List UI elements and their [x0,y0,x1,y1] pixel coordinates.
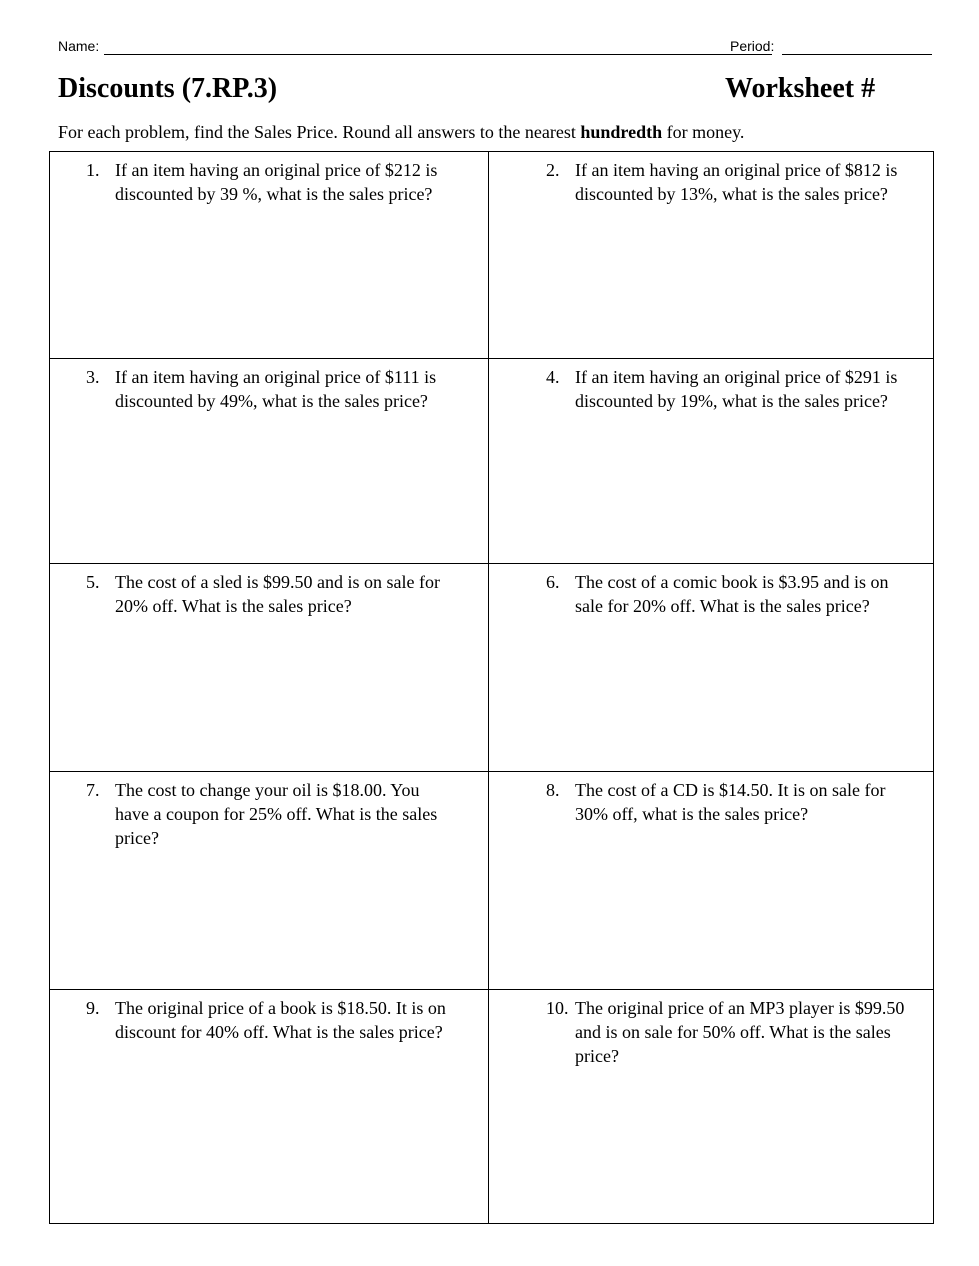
problem-cell-5[interactable] [50,564,489,772]
problem-cell-3[interactable] [50,359,489,564]
period-label: Period: [730,38,775,54]
problem-number: 5. [86,572,100,592]
problem-text: The cost of a sled is $99.50 and is on sale for 20% off. What is the sales price? [115,572,440,616]
problem-cell-6[interactable] [489,564,934,772]
problem-number: 2. [546,160,560,180]
instructions [58,121,744,143]
problem-number: 1. [86,160,100,180]
period-field[interactable] [782,38,932,55]
problem-cell-7[interactable] [50,772,489,990]
problem-number: 7. [86,780,100,800]
problem-text: If an item having an original price of $111 is discounted by 49%, what is the sales price? [115,367,437,411]
problem-text: The original price of an MP3 player is $99.50 and is on sale for 50% off. What is the sales price? [575,998,905,1066]
problem-cell-10[interactable] [489,990,934,1224]
problem-4 [546,365,911,413]
problem-text: The cost of a comic book is $3.95 and is on sale for 20% off. What is the sales price? [575,572,889,616]
problem-number: 3. [86,367,100,387]
instructions-text-start: For each problem, find the Sales Price. Round all answers to the nearest [58,122,581,142]
problem-7 [86,778,446,850]
problem-number: 10. [546,998,569,1018]
problem-number: 6. [546,572,560,592]
problem-number: 8. [546,780,560,800]
problem-number: 4. [546,367,560,387]
problem-6 [546,570,911,618]
problem-8 [546,778,911,826]
page-title: Discounts (7.RP.3) [58,73,278,104]
problem-1 [86,158,446,206]
instructions-text-end: for money. [662,122,745,142]
problem-text: If an item having an original price of $291 is discounted by 19%, what is the sales price? [575,367,898,411]
problem-10 [546,996,911,1068]
problem-cell-8[interactable] [489,772,934,990]
problem-grid [49,151,934,1224]
problem-text: If an item having an original price of $812 is discounted by 13%, what is the sales price? [575,160,898,204]
worksheet-number-label: Worksheet # [725,73,876,104]
problem-3 [86,365,446,413]
problem-cell-9[interactable] [50,990,489,1224]
problem-9 [86,996,446,1044]
name-label: Name: [58,38,100,54]
problem-text: The original price of a book is $18.50. It is on discount for 40% off. What is the sales price? [115,998,446,1042]
problem-cell-4[interactable] [489,359,934,564]
problem-number: 9. [86,998,100,1018]
problem-text: If an item having an original price of $212 is discounted by 39 %, what is the sales price? [115,160,438,204]
instructions-bold-word: hundredth [580,122,663,142]
name-period-line [58,38,932,58]
problem-text: The cost to change your oil is $18.00. You have a coupon for 25% off. What is the sales price? [115,780,438,848]
problem-cell-2[interactable] [489,152,934,359]
problem-text: The cost of a CD is $14.50. It is on sale for 30% off, what is the sales price? [575,780,886,824]
problem-2 [546,158,911,206]
problem-5 [86,570,446,618]
name-field[interactable] [104,38,775,55]
problem-cell-1[interactable] [50,152,489,359]
